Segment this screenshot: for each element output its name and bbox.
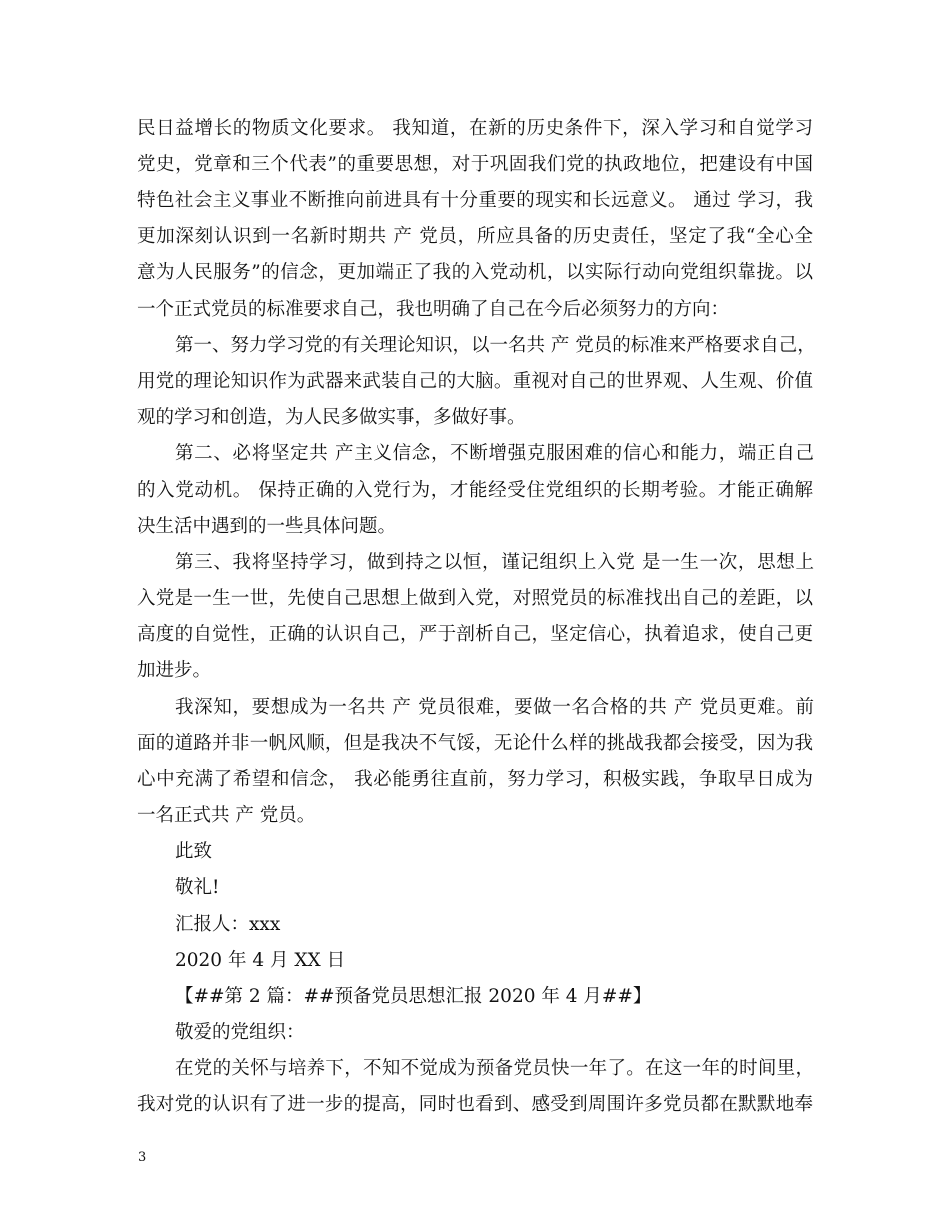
text-line: 民日益增长的物质文化要求。 我知道，在新的历史条件下，深入学习和自觉学习 xyxy=(137,118,813,139)
text-line: 高度的自觉性，正确的认识自己，严于剖析自己，坚定信心，执着追求，使自己更 xyxy=(137,624,813,645)
text-line: 意为人民服务”的信念，更加端正了我的入党动机，以实际行动向党组织靠拢。以 xyxy=(137,262,813,283)
text-line: 一个正式党员的标准要求自己，我也明确了自己在今后必须努力的方向： xyxy=(137,299,730,320)
paragraph-first-line: 第二、必将坚定共 产主义信念，不断增强克服困难的信心和能力，端正自己 xyxy=(175,443,814,464)
text-line: 决生活中遇到的一些具体问题。 xyxy=(137,516,397,537)
text-line: 我对党的认识有了进一步的提高，同时也看到、感受到周围许多党员都在默默地奉 xyxy=(137,1094,813,1115)
greeting: 敬爱的党组织： xyxy=(175,1022,305,1043)
section-heading: 【##第 2 篇：##预备党员思想汇报 2020 年 4 月##】 xyxy=(175,986,652,1007)
reporter-name: 汇报人：xxx xyxy=(175,914,281,935)
paragraph-first-line: 第一、努力学习党的有关理论知识，以一名共 产 党员的标准来严格要求自己， xyxy=(175,335,816,356)
report-date: 2020 年 4 月 XX 日 xyxy=(175,950,346,971)
text-line: 心中充满了希望和信念， 我必能勇往直前，努力学习，积极实践，争取早日成为 xyxy=(137,769,813,790)
text-line: 的入党动机。 保持正确的入党行为，才能经受住党组织的长期考验。才能正确解 xyxy=(137,480,813,501)
text-line: 加进步。 xyxy=(137,660,212,681)
text-line: 观的学习和创造，为人民多做实事，多做好事。 xyxy=(137,407,526,428)
closing-salutation: 此致 xyxy=(175,841,213,862)
text-line: 一名正式共 产 党员。 xyxy=(137,805,316,826)
page-number: 3 xyxy=(138,1150,147,1165)
paragraph-first-line: 在党的关怀与培养下，不知不觉成为预备党员快一年了。在这一年的时间里， xyxy=(175,1058,814,1079)
text-line: 入党是一生一世，先使自己思想上做到入党，对照党员的标准找出自己的差距，以 xyxy=(137,588,813,609)
text-line: 党史，党章和三个代表”的重要思想，对于巩固我们党的执政地位，把建设有中国 xyxy=(137,154,813,175)
text-line: 用党的理论知识作为武器来武装自己的大脑。重视对自己的世界观、人生观、价值 xyxy=(137,371,813,392)
paragraph-first-line: 我深知，要想成为一名共 产 党员很难，要做一名合格的共 产 党员更难。前 xyxy=(175,697,814,718)
paragraph-first-line: 第三、我将坚持学习，做到持之以恒，谨记组织上入党 是一生一次，思想上 xyxy=(175,552,814,573)
text-line: 面的道路并非一帆风顺，但是我决不气馁，无论什么样的挑战我都会接受，因为我 xyxy=(137,733,813,754)
text-line: 特色社会主义事业不断推向前进具有十分重要的现实和长远意义。 通过 学习，我 xyxy=(137,190,813,211)
closing-regards: 敬礼! xyxy=(175,877,220,898)
text-line: 更加深刻认识到一名新时期共 产 党员，所应具备的历史责任，坚定了我“全心全 xyxy=(137,226,813,247)
